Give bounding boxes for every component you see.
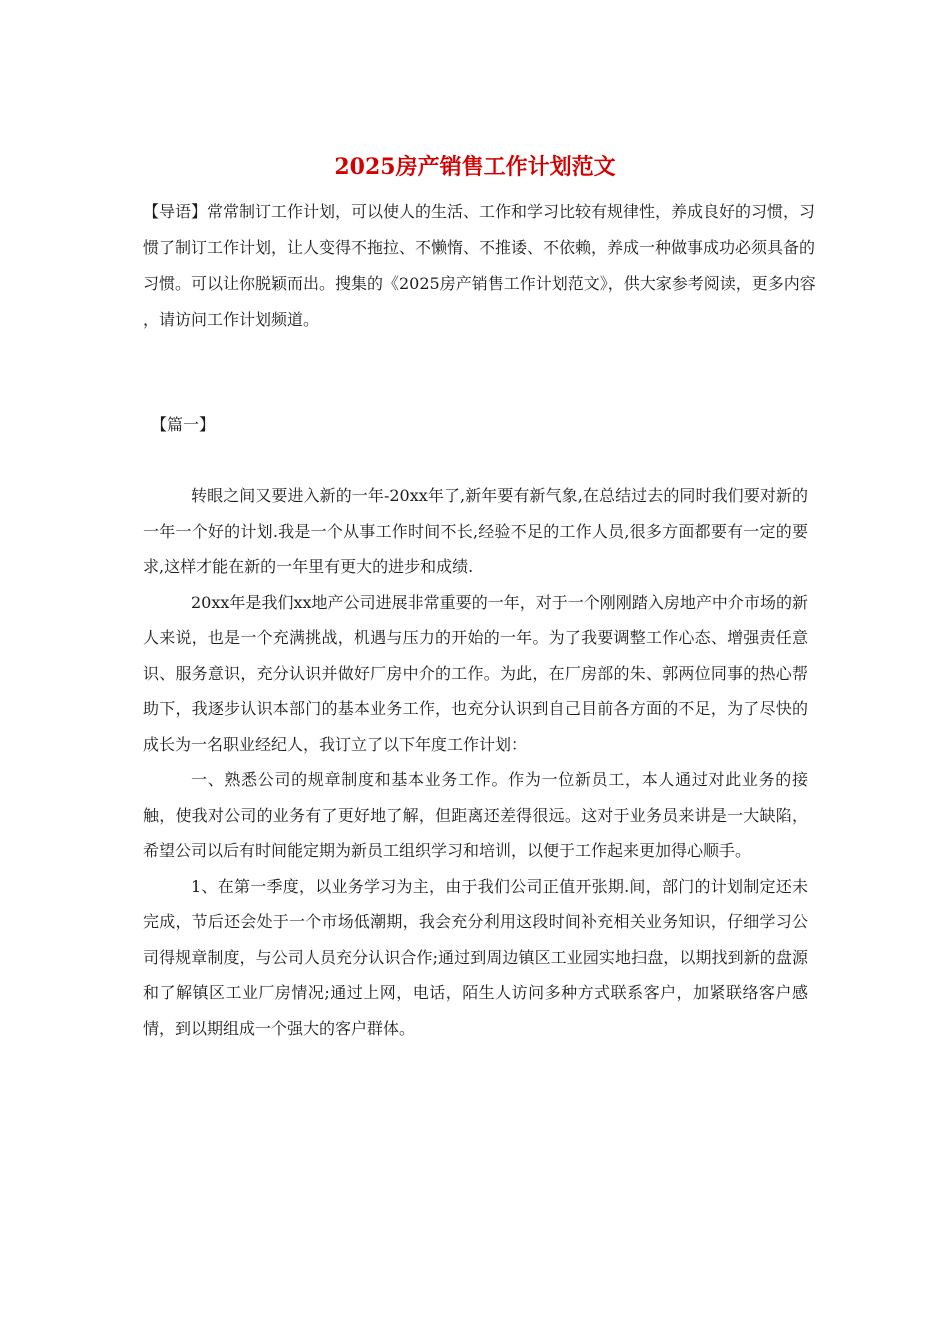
body-text [143,478,808,1046]
section-heading: 【篇一】 [151,415,216,434]
intro-paragraph: 【导语】常常制订工作计划，可以使人的生活、工作和学习比较有规律性，养成良好的习惯，习惯了制订工作计划，让人变得不拖拉、不懒惰、不推诿、不依赖，养成一种做事成功必须具备的习惯。可以让你脱颖而出。搜集的《2025房产销售工作计划范文》，供大家参考阅读，更多内容 ，请访问工作计划频道。 [143,202,816,329]
body-paragraph: 转眼之间又要进入新的一年-20xx年了,新年要有新气象,在总结过去的同时我们要对新的一年一个好的计划.我是一个从事工作时间不长,经验不足的工作人员,很多方面都要有一定的要求,这样才能在新的一年里有更大的进步和成绩. [143,486,808,576]
document-title: 2025房产销售工作计划范文 [334,154,616,180]
body-paragraph: 一、熟悉公司的规章制度和基本业务工作。作为一位新员工，本人通过对此业务的接触，使我对公司的业务有了更好地了解，但距离还差得很远。这对于业务员来讲是一大缺陷，希望公司以后有时间能定期为新员工组织学习和培训，以便于工作起来更加得心顺手。 [143,770,808,860]
body-paragraph: 1、在第一季度，以业务学习为主，由于我们公司正值开张期.间，部门的计划制定还未完成，节后还会处于一个市场低潮期，我会充分利用这段时间补充相关业务知识，仔细学习公司得规章制度，与公司人员充分认识合作;通过到周边镇区工业园实地扫盘，以期找到新的盘源和了解镇区工业厂房情况;通过上网，电话，陌生人访问多种方式联系客户，加紧联络客户感情，到以期组成一个强大的客户群体。 [143,876,808,1038]
body-paragraph: 20xx年是我们xx地产公司进展非常重要的一年，对于一个刚刚踏入房地产中介市场的新人来说，也是一个充满挑战，机遇与压力的开始的一年。为了我要调整工作心态、增强责任意识、服务意识，充分认识并做好厂房中介的工作。为此，在厂房部的朱、郭两位同事的热心帮助下，我逐步认识本部门的基本业务工作，也充分认识到自己目前各方面的不足，为了尽快的成长为一名职业经纪人，我订立了以下年度工作计划： [143,592,808,754]
